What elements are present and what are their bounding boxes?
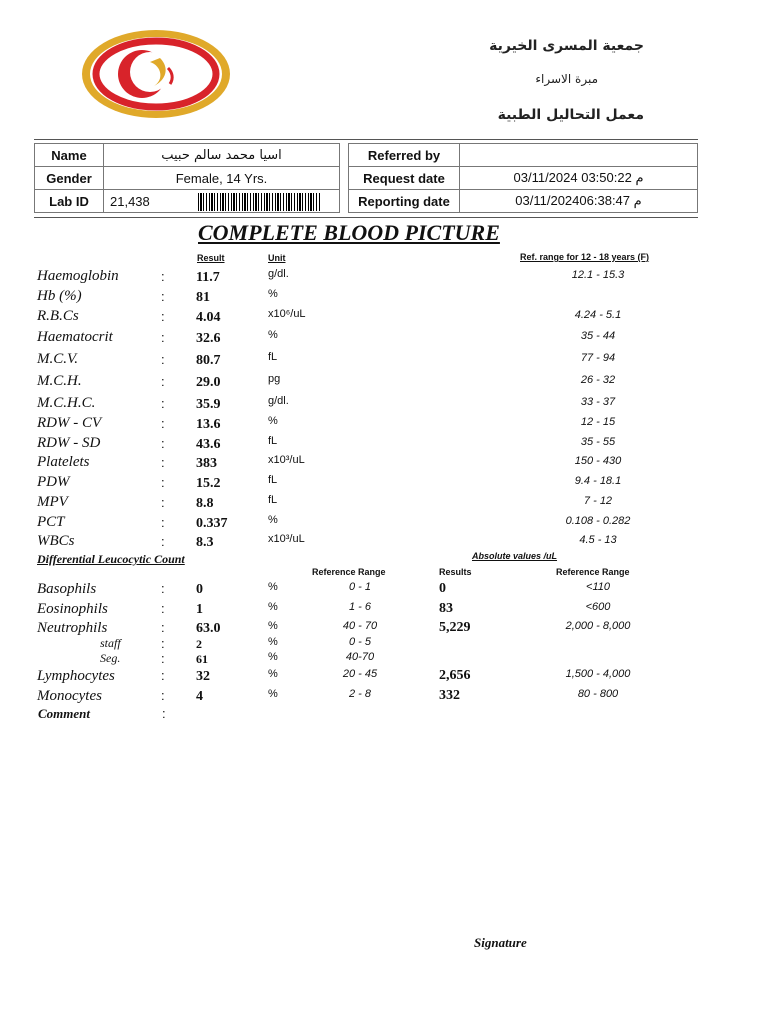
test-name: PCT	[37, 514, 65, 530]
comment-colon: :	[162, 706, 166, 721]
test-name: Haematocrit	[37, 329, 113, 345]
organization-logo	[80, 28, 232, 120]
test-reference-range: 4.5 - 13	[579, 534, 617, 546]
test-name: Hb (%)	[37, 288, 82, 304]
test-unit: %	[268, 288, 278, 300]
diff-absolute-reference-range: <600	[585, 601, 611, 613]
diff-cell-name: Eosinophils	[37, 601, 108, 617]
diff-percent-result: 4	[196, 689, 203, 704]
test-reference-range: 12 - 15	[580, 416, 616, 428]
test-colon: :	[161, 495, 165, 510]
test-result: 13.6	[196, 417, 221, 432]
test-name: M.C.H.	[37, 373, 82, 389]
diff-colon: :	[161, 581, 165, 596]
test-reference-range: 77 - 94	[580, 352, 616, 364]
test-reference-range: 12.1 - 15.3	[571, 269, 625, 281]
test-colon: :	[161, 416, 165, 431]
test-colon: :	[161, 534, 165, 549]
diff-absolute-result: 332	[439, 688, 460, 703]
diff-colon: :	[161, 651, 165, 666]
diff-colon: :	[161, 636, 165, 651]
diff-unit: %	[268, 688, 278, 700]
test-colon: :	[161, 515, 165, 530]
diff-cell-name: Lymphocytes	[37, 668, 115, 684]
lab-id-value: 21,438	[110, 193, 150, 209]
diff-percent-result: 63.0	[196, 621, 221, 636]
test-colon: :	[161, 436, 165, 451]
diff-unit: %	[268, 668, 278, 680]
test-unit: %	[268, 514, 278, 526]
diff-cell-name: Monocytes	[37, 688, 102, 704]
diff-unit: %	[268, 601, 278, 613]
report-title: COMPLETE BLOOD PICTURE	[198, 220, 500, 245]
diff-cell-name: Neutrophils	[37, 620, 108, 636]
diff-absolute-reference-range: 2,000 - 8,000	[565, 620, 631, 632]
test-name: Platelets	[37, 454, 90, 470]
test-reference-range: 4.24 - 5.1	[574, 309, 622, 321]
labid-label: Lab ID	[35, 190, 104, 213]
test-result: 4.04	[196, 310, 221, 325]
diff-absolute-result: 5,229	[439, 620, 471, 635]
diff-reference-range: 2 - 8	[348, 688, 371, 700]
results-header: Results	[439, 567, 472, 577]
test-colon: :	[161, 309, 165, 324]
test-result: 80.7	[196, 353, 221, 368]
test-name: WBCs	[37, 533, 75, 549]
name-label: Name	[35, 144, 104, 167]
request-date-value: 03/11/2024 03:50:22 م	[460, 167, 698, 190]
diff-reference-range: 0 - 5	[348, 636, 371, 648]
test-unit: %	[268, 329, 278, 341]
gender-label: Gender	[35, 167, 104, 190]
test-result: 383	[196, 456, 217, 471]
test-name: RDW - CV	[37, 415, 102, 431]
patient-name: اسيا محمد سالم حبيب	[104, 144, 340, 167]
test-colon: :	[161, 374, 165, 389]
diff-absolute-reference-range: 80 - 800	[577, 688, 619, 700]
test-unit: fL	[268, 494, 278, 506]
request-date-label: Request date	[349, 167, 460, 190]
test-reference-range: 26 - 32	[580, 374, 616, 386]
diff-percent-result: 0	[196, 582, 203, 597]
referred-label: Referred by	[349, 144, 460, 167]
test-unit: x10³/uL	[268, 454, 305, 466]
diff-reference-range: 1 - 6	[348, 601, 371, 613]
test-reference-range: 9.4 - 18.1	[574, 475, 622, 487]
reporting-date-label: Reporting date	[349, 190, 460, 213]
diff-percent-result: 2	[196, 637, 202, 651]
test-result: 35.9	[196, 397, 221, 412]
test-colon: :	[161, 396, 165, 411]
diff-subcell-name: Seg.	[100, 651, 121, 665]
diff-colon: :	[161, 601, 165, 616]
unit-column-header: Unit	[268, 253, 286, 263]
diff-absolute-result: 2,656	[439, 668, 471, 683]
test-name: MPV	[37, 494, 68, 510]
test-result: 81	[196, 290, 210, 305]
test-name: M.C.H.C.	[37, 395, 96, 411]
lab-name: معمل التحاليل الطبية	[497, 107, 644, 123]
reference-column-header: Ref. range for 12 - 18 years (F)	[520, 252, 650, 262]
test-result: 32.6	[196, 331, 221, 346]
diff-unit: %	[268, 636, 278, 648]
test-result: 29.0	[196, 375, 221, 390]
test-reference-range: 33 - 37	[580, 396, 616, 408]
test-name: R.B.Cs	[37, 308, 79, 324]
diff-absolute-result: 0	[439, 581, 446, 596]
test-unit: x10⁶/uL	[268, 308, 306, 320]
diff-reference-range: 0 - 1	[348, 581, 371, 593]
diff-reference-range: 40 - 70	[342, 620, 378, 632]
patient-gender: Female, 14 Yrs.	[104, 167, 340, 190]
referred-value	[460, 144, 698, 167]
header-divider	[34, 139, 698, 140]
reference-range-header: Reference Range	[312, 567, 386, 577]
diff-unit: %	[268, 581, 278, 593]
test-unit: x10³/uL	[268, 533, 305, 545]
test-colon: :	[161, 475, 165, 490]
diff-colon: :	[161, 668, 165, 683]
signature-label: Signature	[474, 935, 527, 950]
test-result: 0.337	[196, 516, 228, 531]
test-reference-range: 35 - 55	[580, 436, 616, 448]
test-unit: fL	[268, 435, 278, 447]
test-unit: fL	[268, 351, 278, 363]
diff-reference-range: 40-70	[345, 651, 375, 663]
test-result: 8.8	[196, 496, 214, 511]
diff-percent-result: 32	[196, 669, 210, 684]
test-result: 8.3	[196, 535, 214, 550]
test-unit: g/dl.	[268, 395, 289, 407]
test-result: 43.6	[196, 437, 221, 452]
diff-unit: %	[268, 651, 278, 663]
test-colon: :	[161, 289, 165, 304]
reporting-date-value: 03/11/2024م 06:38:47	[460, 190, 698, 213]
test-reference-range: 7 - 12	[583, 495, 613, 507]
diff-cell-name: Basophils	[37, 581, 97, 597]
barcode	[198, 193, 320, 211]
diff-subcell-name: staff	[100, 636, 121, 650]
test-colon: :	[161, 269, 165, 284]
absolute-reference-range-header: Reference Range	[556, 567, 630, 577]
diff-absolute-result: 83	[439, 601, 453, 616]
organization-name: جمعية المسرى الخيرية	[489, 38, 644, 54]
diff-absolute-reference-range: 1,500 - 4,000	[565, 668, 631, 680]
differential-title: Differential Leucocytic Count	[37, 552, 185, 566]
result-column-header: Result	[197, 253, 225, 263]
test-unit: fL	[268, 474, 278, 486]
test-name: Haemoglobin	[37, 268, 119, 284]
test-colon: :	[161, 330, 165, 345]
test-unit: %	[268, 415, 278, 427]
test-reference-range: 35 - 44	[580, 330, 616, 342]
diff-colon: :	[161, 688, 165, 703]
comment-label: Comment	[38, 706, 91, 721]
diff-absolute-reference-range: <110	[586, 581, 610, 593]
diff-percent-result: 61	[196, 652, 208, 666]
diff-reference-range: 20 - 45	[342, 668, 378, 680]
branch-name: مبرة الاسراء	[535, 72, 598, 86]
test-name: RDW - SD	[37, 435, 101, 451]
test-result: 15.2	[196, 476, 221, 491]
test-unit: g/dl.	[268, 268, 289, 280]
info-divider	[34, 217, 698, 218]
test-name: PDW	[37, 474, 70, 490]
test-result: 11.7	[196, 270, 220, 285]
test-unit: pg	[268, 373, 281, 385]
patient-info-right	[348, 143, 698, 213]
test-colon: :	[161, 455, 165, 470]
diff-percent-result: 1	[196, 602, 203, 617]
test-name: M.C.V.	[37, 351, 78, 367]
test-reference-range: 0.108 - 0.282	[565, 515, 631, 527]
test-colon: :	[161, 352, 165, 367]
diff-colon: :	[161, 620, 165, 635]
test-reference-range: 150 - 430	[574, 455, 622, 467]
diff-unit: %	[268, 620, 278, 632]
absolute-values-title: Absolute values /uL	[472, 551, 558, 561]
